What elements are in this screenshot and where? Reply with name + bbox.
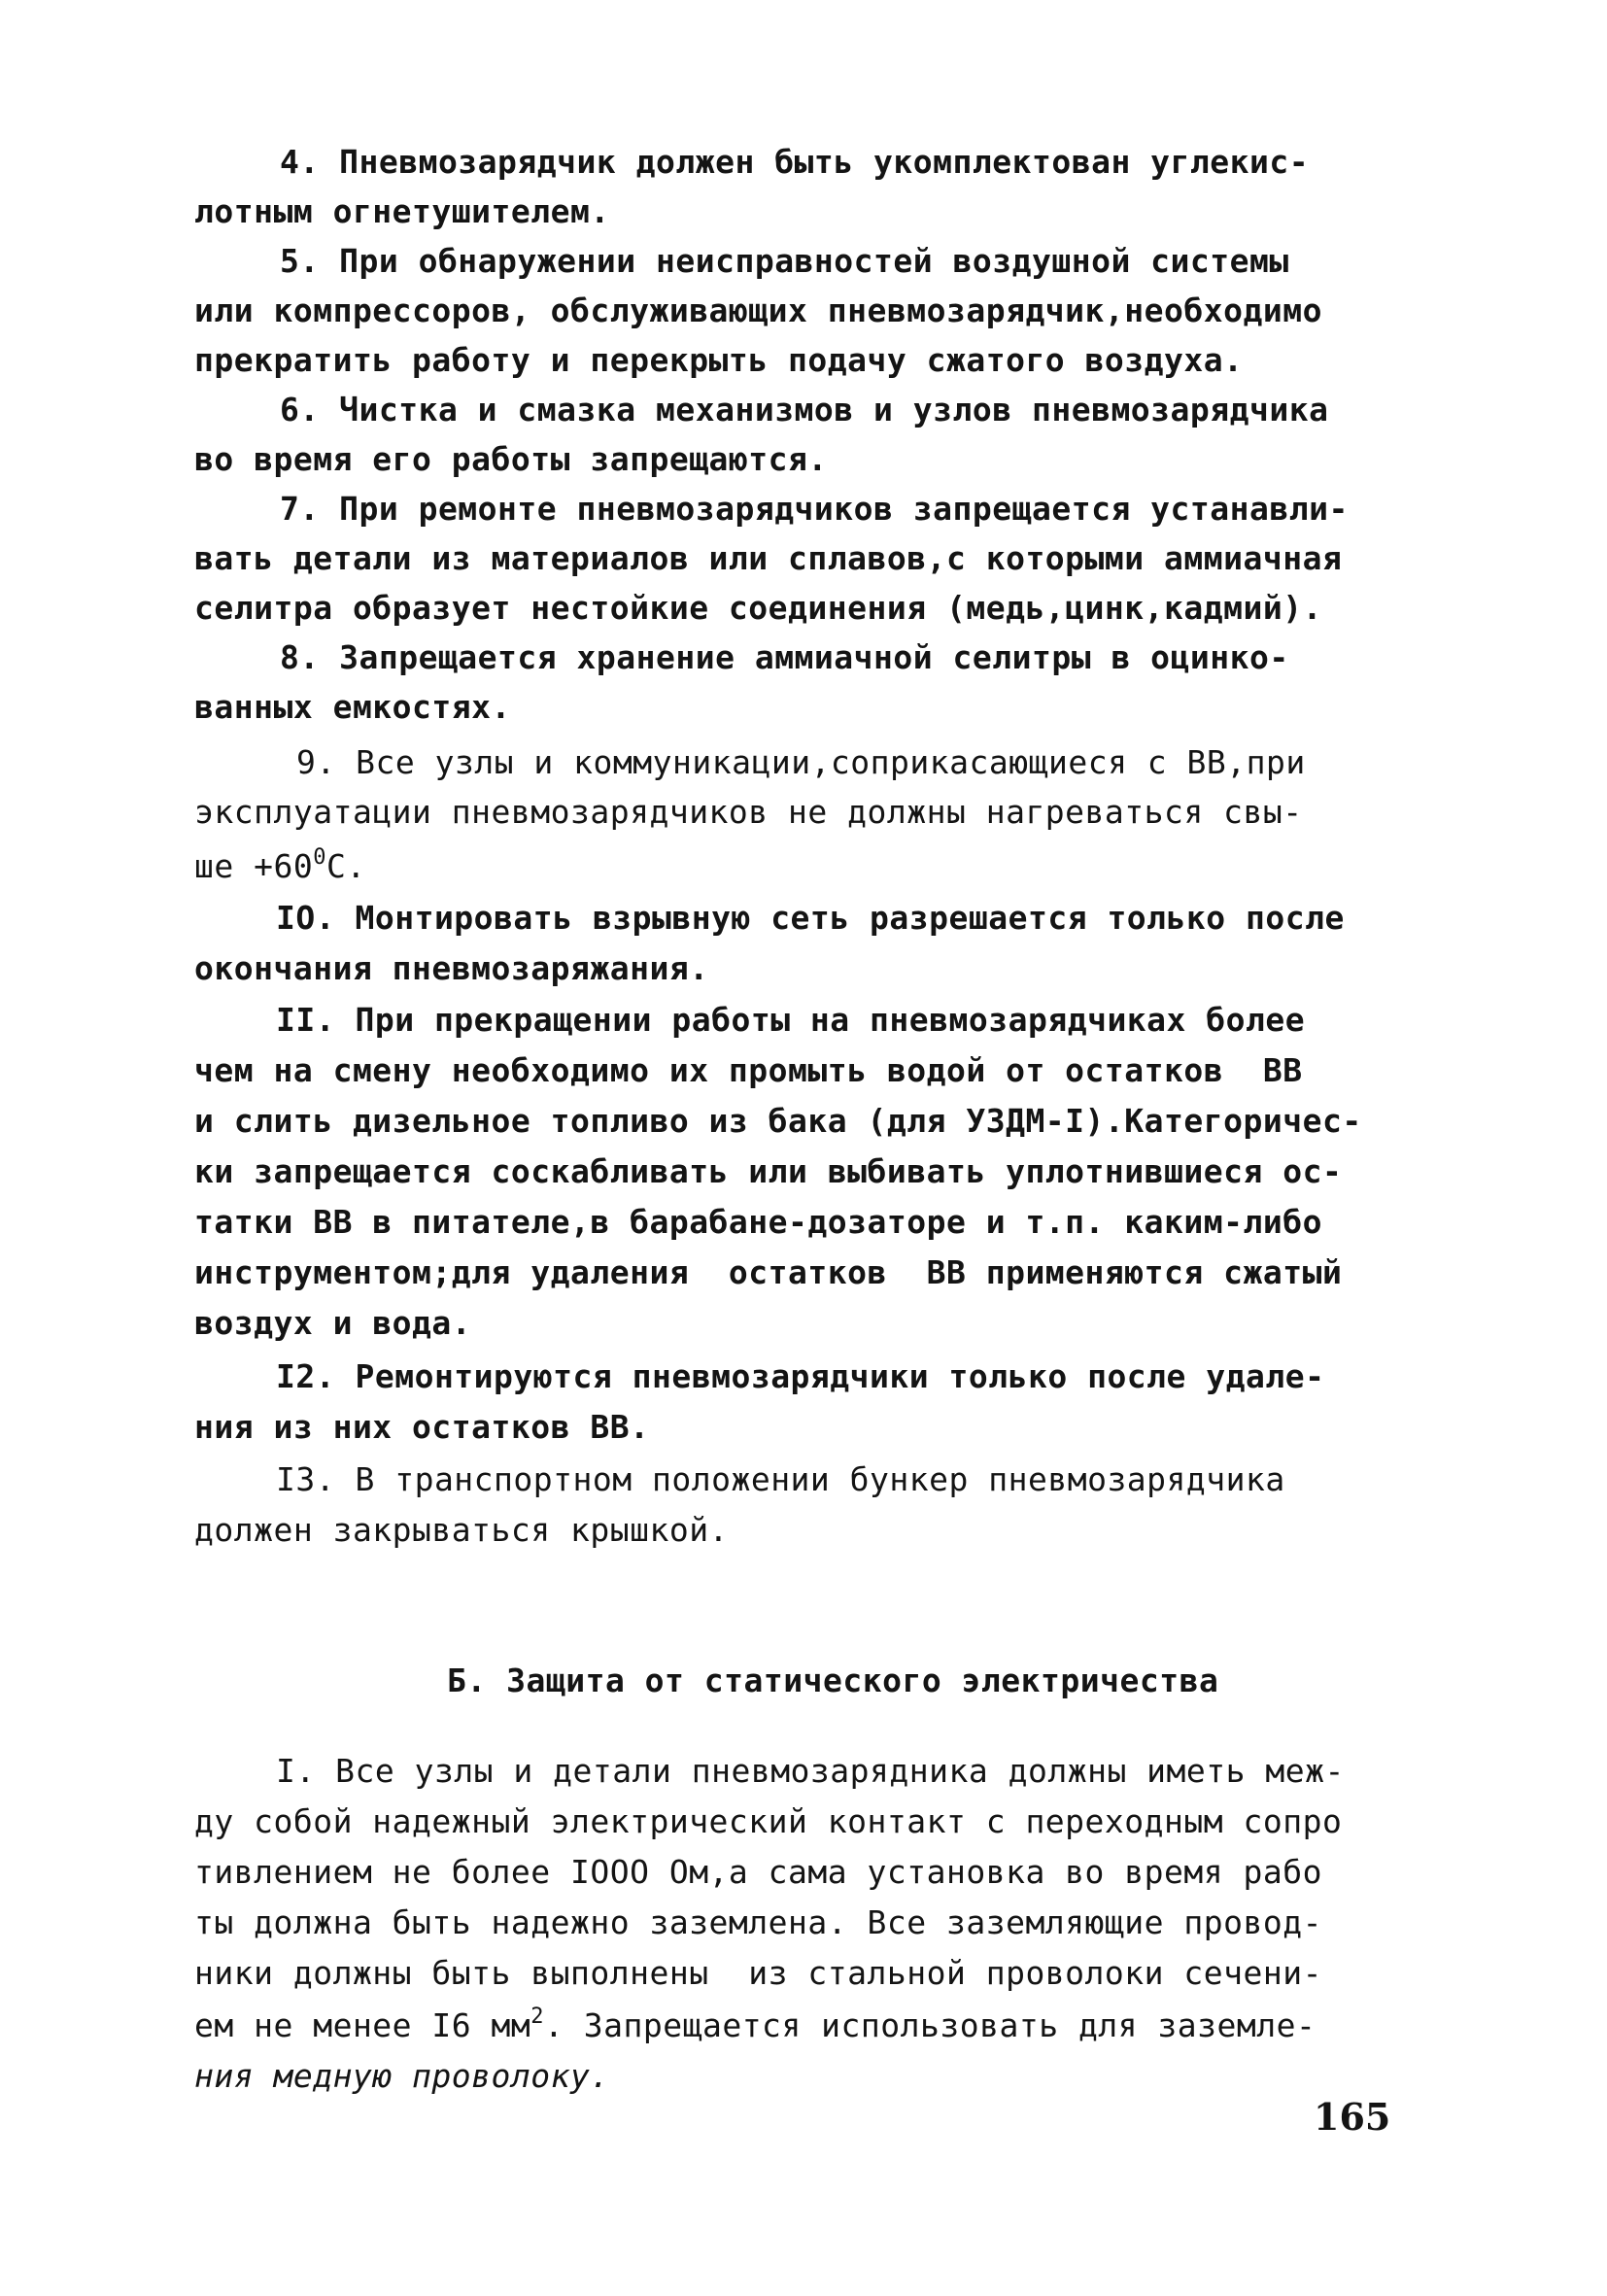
item-5-line-1: 5. При обнаружении неисправностей воздушной системы [280,242,1289,280]
section-b-item-1-line-3: тивлением не более IOOO Ом,а сама установка во время рабо [194,1853,1322,1891]
item-9-line-3-unit: С. [325,847,366,885]
square-superscript: 2 [530,2005,545,2029]
section-b-item-1-line-6-rest: . Запрещается использовать для заземле- [544,2006,1316,2044]
item-12-line-1: I2. Ремонтируются пневмозарядчики только после удале- [276,1357,1325,1395]
item-9-line-1: 9. Все узлы и коммуникации,соприкасающиеся с ВВ,при [296,743,1306,781]
item-5-line-2: или компрессоров, обслуживающих пневмозарядчик,необходимо [194,291,1322,329]
item-13-line-1: I3. В транспортном положении бункер пневмозарядчика [276,1460,1285,1498]
section-b-item-1-line-4: ты должна быть надежно заземлена. Все заземляющие провод- [194,1903,1322,1941]
item-13-line-2: должен закрываться крышкой. [194,1511,729,1549]
section-b-item-1-line-2: ду собой надежный электрический контакт с переходным сопро [194,1802,1343,1840]
section-b-item-1-line-6 [194,2005,1316,2044]
item-12-line-2: ния из них остатков ВВ. [194,1408,650,1446]
item-11-line-6: инструментом;для удаления остатков ВВ применяются сжатый [194,1253,1343,1291]
item-11-line-5: татки ВВ в питателе,в барабане-дозаторе и т.п. каким-либо [194,1203,1322,1241]
section-b-item-1-line-6-text: ем не менее I6 мм [194,2006,531,2044]
item-9-line-3-text: ше +60 [194,847,314,885]
item-11-line-1: II. При прекращении работы на пневмозарядчиках более [276,1001,1306,1039]
item-7-line-2: вать детали из материалов или сплавов,с которыми аммиачная [194,539,1343,577]
item-8-line-2: ванных емкостях. [194,688,511,726]
item-6-line-1: 6. Чистка и смазка механизмов и узлов пневмозарядчика [280,391,1329,428]
item-11-line-4: ки запрещается соскабливать или выбивать уплотнившиеся ос- [194,1152,1343,1190]
item-4-line-2: лотным огнетушителем. [194,192,610,230]
item-10-line-2: окончания пневмозаряжания. [194,949,709,987]
item-9-line-2: эксплуатации пневмозарядчиков не должны нагреваться свы- [194,793,1303,831]
item-7-line-1: 7. При ремонте пневмозарядчиков запрещается устанавли- [280,490,1349,528]
item-11-line-2: чем на смену необходимо их промыть водой от остатков ВВ [194,1051,1303,1089]
item-5-line-3: прекратить работу и перекрыть подачу сжатого воздуха. [194,341,1244,379]
item-8-line-1: 8. Запрещается хранение аммиачной селитры в оцинко- [280,638,1289,676]
item-4-line-1: 4. Пневмозарядчик должен быть укомплектован углекис- [280,143,1310,181]
section-b-item-1-line-5: ники должны быть выполнены из стальной проволоки сечени- [194,1954,1322,1992]
degree-superscript: 0 [313,845,326,870]
item-9-line-3 [194,845,366,885]
page-number: 165 [1314,2095,1391,2139]
item-11-line-7: воздух и вода. [194,1304,472,1342]
section-b-item-1-line-1: I. Все узлы и детали пневмозарядника должны иметь меж- [276,1752,1345,1790]
section-b-item-1-line-7: ния медную проволоку. [194,2057,610,2095]
item-11-line-3: и слить дизельное топливо из бака (для УЗДМ-I).Категоричес- [194,1102,1362,1140]
item-6-line-2: во время его работы запрещаются. [194,440,828,478]
item-10-line-1: IO. Монтировать взрывную сеть разрешается только после [276,899,1345,937]
section-b-heading: Б. Защита от статического электричества [447,1662,1219,1699]
item-7-line-3: селитра образует нестойкие соединения (медь,цинк,кадмий). [194,589,1322,627]
